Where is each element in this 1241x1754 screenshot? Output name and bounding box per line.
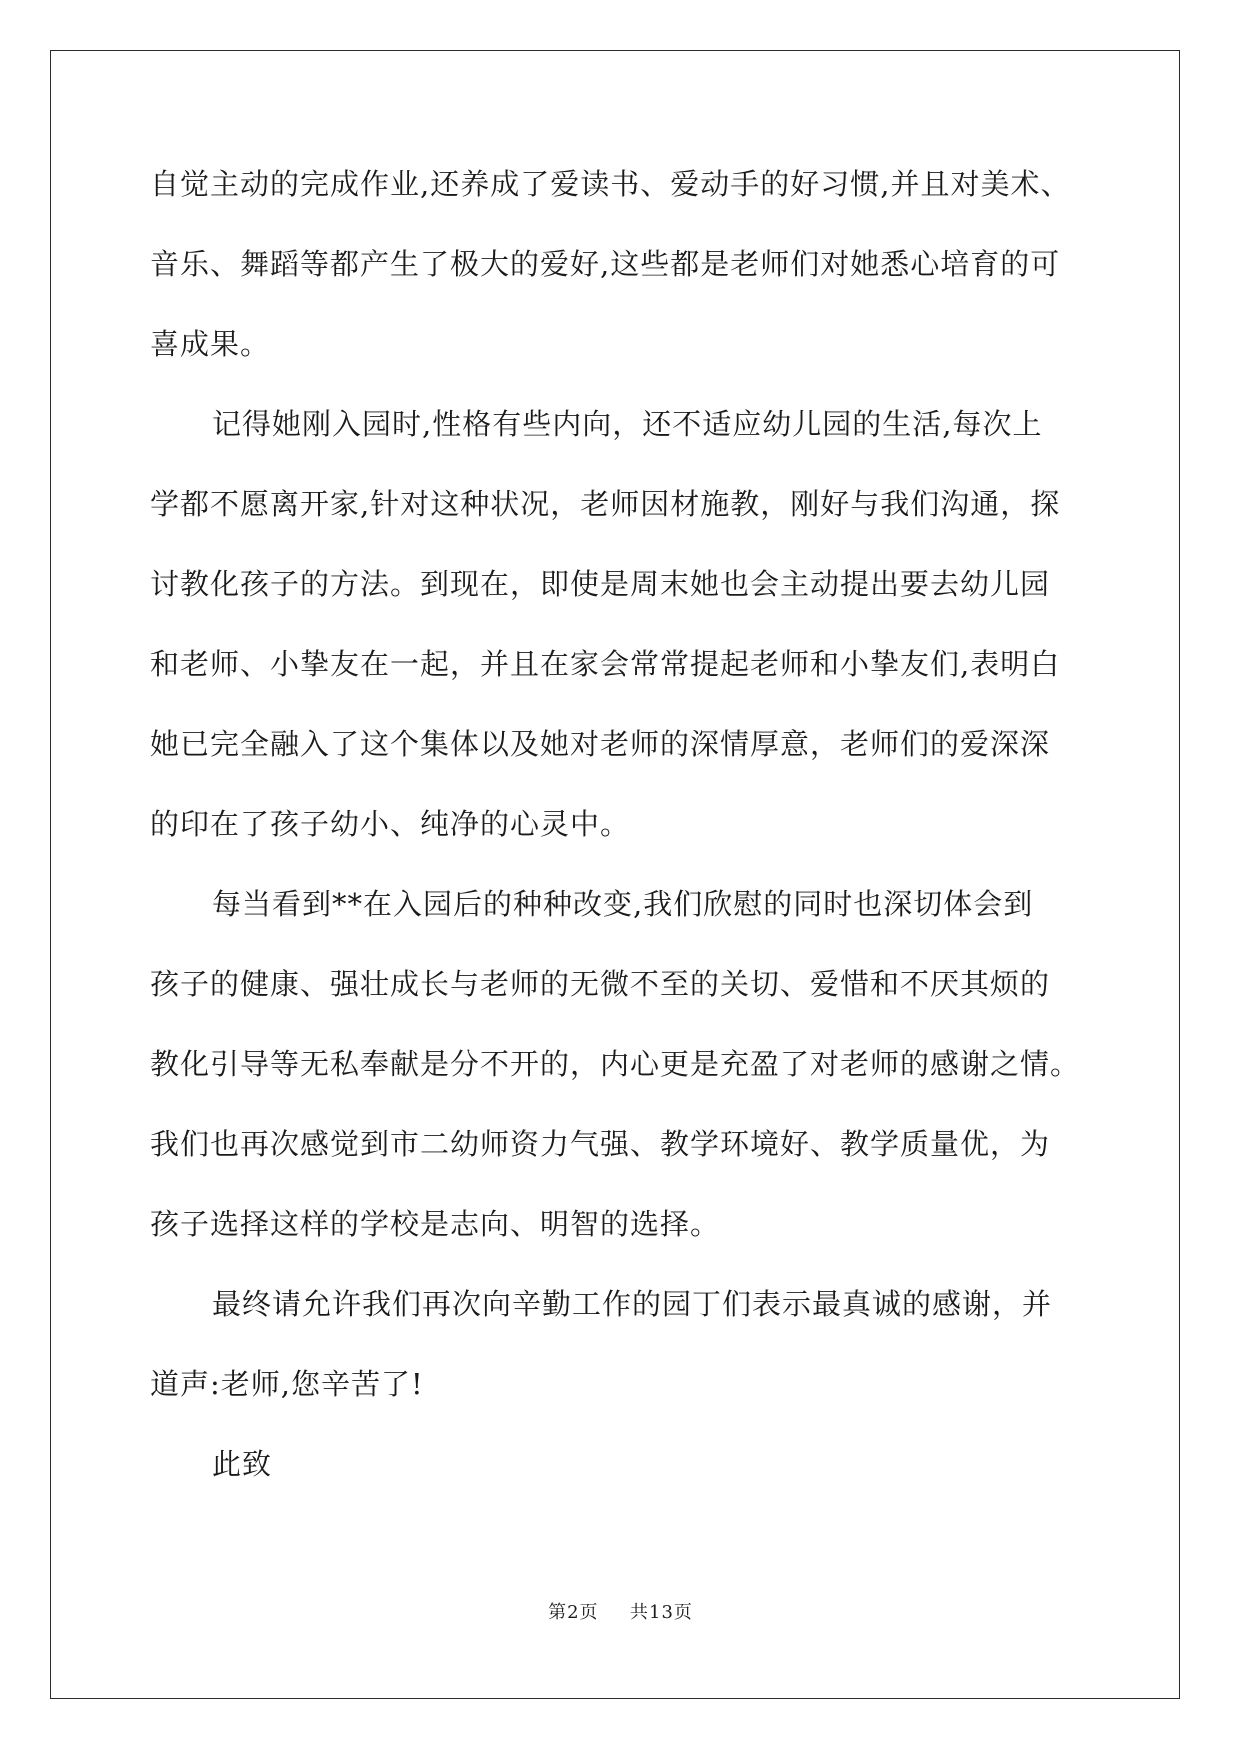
text-line: 每当看到**在入园后的种种改变,我们欣慰的同时也深切体会到 [212,887,1034,921]
text-line: 孩子选择这样的学校是志向、明智的选择。 [150,1207,721,1241]
page-total: 共13页 [630,1602,693,1623]
letter-text [150,158,1086,1518]
text-line: 孩子的健康、强壮成长与老师的无微不至的关切、爱惜和不厌其烦的 [150,967,1051,1001]
text-line: 学都不愿离开家,针对这种状况，老师因材施教，刚好与我们沟通，探 [150,487,1061,521]
text-line: 记得她刚入园时,性格有些内向，还不适应幼儿园的生活,每次上 [212,407,1043,441]
text-line: 喜成果。 [150,327,271,361]
text-line: 和老师、小挚友在一起，并且在家会常常提起老师和小挚友们,表明白 [150,647,1061,681]
text-line: 自觉主动的完成作业,还养成了爱读书、爱动手的好习惯,并且对美术、 [150,167,1071,201]
text-line: 讨教化孩子的方法。到现在，即使是周末她也会主动提出要去幼儿园 [150,567,1051,601]
page-footer [0,1601,1241,1625]
text-line: 教化引导等无私奉献是分不开的，内心更是充盈了对老师的感谢之情。 [150,1047,1081,1081]
document-body [150,158,1086,1518]
text-line: 道声:老师,您辛苦了! [150,1367,424,1401]
text-line: 她已完全融入了这个集体以及她对老师的深情厚意，老师们的爱深深 [150,727,1051,761]
text-line: 最终请允许我们再次向辛勤工作的园丁们表示最真诚的感谢，并 [212,1287,1053,1321]
text-line: 音乐、舞蹈等都产生了极大的爱好,这些都是老师们对她悉心培育的可 [150,247,1061,281]
text-line: 我们也再次感觉到市二幼师资力气强、教学环境好、教学质量优，为 [150,1127,1051,1161]
page-number: 第2页 [548,1602,599,1623]
text-line: 的印在了孩子幼小、纯净的心灵中。 [150,807,631,841]
closing-salutation: 此致 [212,1447,273,1481]
